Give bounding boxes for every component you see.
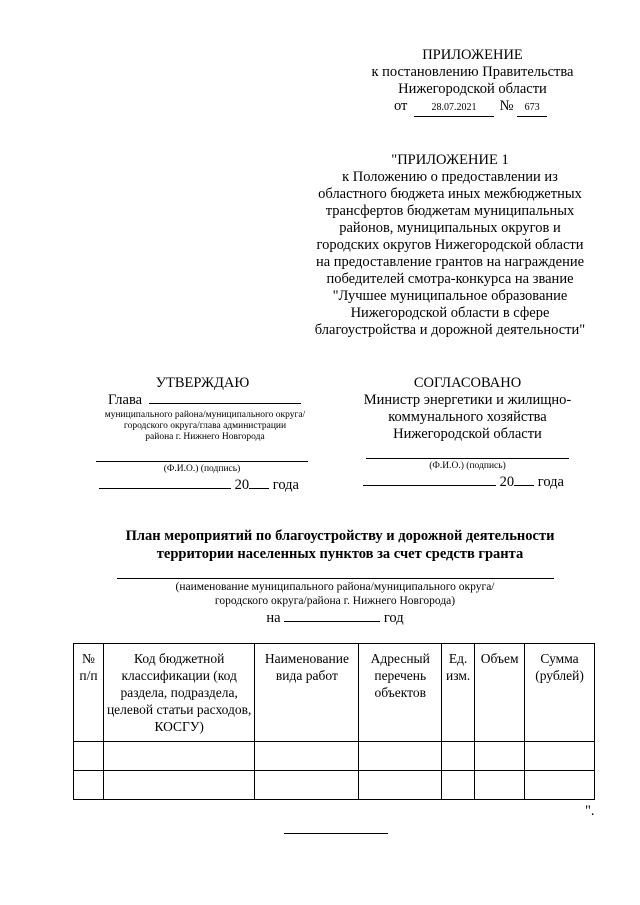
table-cell	[442, 742, 475, 771]
table-header-row	[74, 644, 595, 742]
head-blank	[149, 403, 301, 404]
approve-year-blank	[249, 488, 269, 489]
approve-sub1: муниципального района/муниципального округа/	[104, 410, 306, 420]
plan-title-line2: территории населенных пунктов за счет средств гранта	[156, 546, 524, 562]
plan-table	[73, 643, 595, 800]
appendix-title: ПРИЛОЖЕНИЕ	[422, 47, 523, 63]
plan-year-prefix: на	[266, 610, 281, 626]
head-label: Глава	[108, 392, 143, 408]
table-row	[74, 771, 595, 800]
approve-head-line	[108, 392, 308, 409]
plan-year-suffix: год	[383, 610, 404, 626]
col-header-amount: Сумма (рублей)	[525, 644, 595, 742]
table-cell	[525, 742, 595, 771]
territory-caption-line2: городского округа/района г. Нижнего Новгорода)	[214, 595, 456, 607]
col-header-work-type: Наименование вида работ	[255, 644, 359, 742]
appendix1-line: Нижегородской области в сфере	[350, 305, 550, 321]
table-cell	[359, 771, 442, 800]
approve-year-prefix: 20	[234, 477, 250, 493]
approve-sub3: района г. Нижнего Новгорода	[145, 432, 265, 442]
approve-heading: УТВЕРЖДАЮ	[155, 375, 250, 391]
resolution-date: 28.07.2021	[414, 99, 494, 117]
appendix1-line: областного бюджета иных межбюджетных	[318, 186, 582, 202]
appendix1-block	[295, 152, 605, 339]
appendix1-line: благоустройства и дорожной деятельности"	[314, 322, 586, 338]
appendix1-line: "Лучшее муниципальное образование	[332, 288, 568, 304]
col-header-unit: Ед. изм.	[442, 644, 475, 742]
plan-title-line1: План мероприятий по благоустройству и дорожной деятельности	[125, 528, 555, 544]
table-row	[74, 742, 595, 771]
appendix1-line: на предоставление грантов на награждение	[315, 254, 585, 270]
territory-name-line	[117, 578, 554, 579]
agreed-line2: коммунального хозяйства	[388, 409, 547, 425]
col-header-address-list: Адресный перечень объектов	[359, 644, 442, 742]
approve-signature-caption: (Ф.И.О.) (подпись)	[163, 464, 241, 474]
end-separator-line	[284, 833, 388, 834]
table-cell	[255, 742, 359, 771]
table-cell	[74, 742, 104, 771]
table-cell	[359, 742, 442, 771]
closing-quote: ".	[585, 803, 595, 819]
territory-caption	[100, 580, 570, 608]
approve-year-suffix: года	[272, 477, 299, 493]
from-label: от	[393, 98, 408, 114]
table-cell	[103, 742, 255, 771]
table-cell	[525, 771, 595, 800]
resolution-number: 673	[517, 99, 547, 117]
table-cell	[475, 771, 525, 800]
appendix1-line: трансфертов бюджетам муниципальных	[325, 203, 575, 219]
appendix-line1: к постановлению Правительства	[371, 64, 574, 80]
agreed-signature-line	[366, 458, 569, 459]
plan-year-blank	[284, 621, 380, 622]
plan-title	[60, 527, 620, 563]
table-cell	[255, 771, 359, 800]
appendix1-line: "ПРИЛОЖЕНИЕ 1	[391, 152, 509, 168]
appendix1-line: к Положению о предоставлении из	[342, 169, 558, 185]
plan-year-line	[200, 610, 470, 627]
approve-sub2: городского округа/глава администрации	[123, 421, 287, 431]
col-header-volume: Объем	[475, 644, 525, 742]
table-cell	[475, 742, 525, 771]
approve-date-blank	[99, 488, 231, 489]
agreed-title	[340, 392, 595, 443]
agreed-date-line	[363, 474, 578, 491]
approve-date-line	[99, 477, 314, 494]
agreed-heading: СОГЛАСОВАНО	[413, 375, 522, 391]
col-header-budget-code: Код бюджетной классификации (код раздела, подраздела, целевой статьи расходов, КОСГУ)	[103, 644, 255, 742]
table-cell	[442, 771, 475, 800]
appendix1-line: городских округов Нижегородской области	[316, 237, 584, 253]
number-label: №	[499, 98, 514, 114]
appendix1-line: районов, муниципальных округов и	[339, 220, 561, 236]
territory-caption-line1: (наименование муниципального района/муниципального округа/	[175, 581, 495, 593]
agreed-date-blank	[363, 485, 496, 486]
table-cell	[103, 771, 255, 800]
appendix-date-line	[346, 98, 595, 117]
approve-signature-line	[96, 461, 308, 462]
appendix-block	[350, 47, 595, 117]
agreed-year-suffix: года	[537, 474, 564, 490]
agreed-line1: Министр энергетики и жилищно-	[363, 392, 572, 408]
agreed-year-prefix: 20	[499, 474, 515, 490]
agreed-line3: Нижегородской области	[393, 426, 542, 442]
agreed-year-blank	[514, 485, 534, 486]
approve-subtitle	[80, 410, 330, 443]
col-header-number: № п/п	[74, 644, 104, 742]
appendix1-line: победителей смотра-конкурса на звание	[326, 271, 574, 287]
appendix-line2: Нижегородской области	[398, 81, 547, 97]
table-cell	[74, 771, 104, 800]
agreed-signature-caption: (Ф.И.О.) (подпись)	[429, 461, 506, 471]
